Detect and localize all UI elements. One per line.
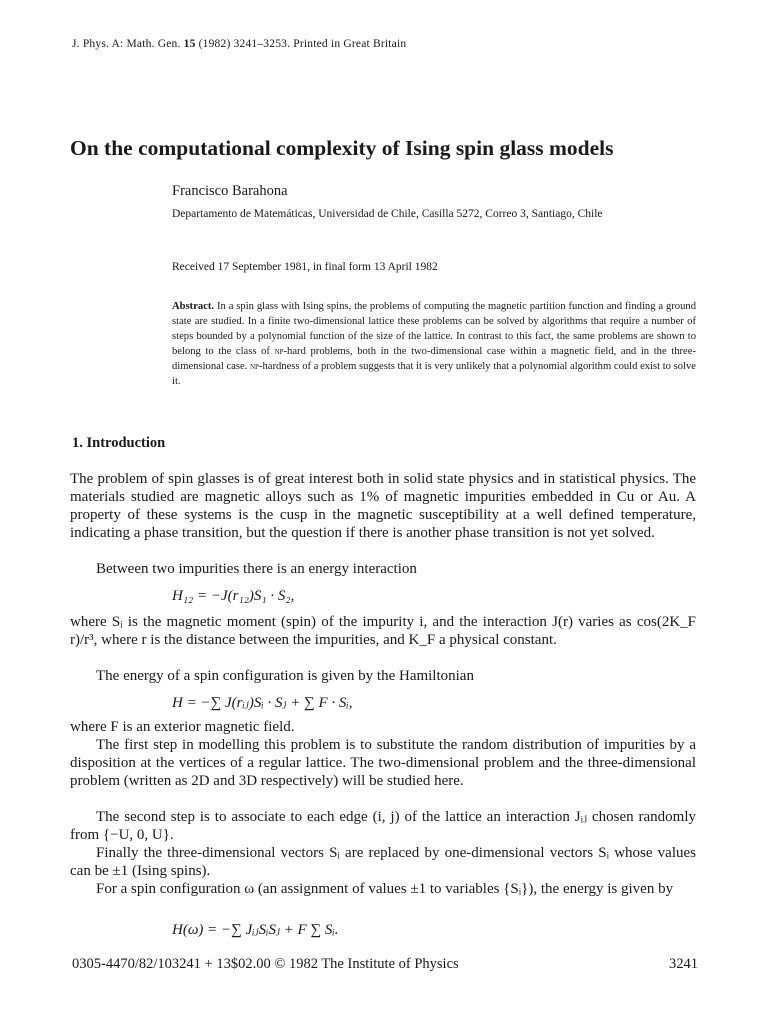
paragraph: The energy of a spin configuration is given by the Hamiltonian: [96, 668, 474, 684]
equation: H = −∑ J(rᵢⱼ)Sᵢ · Sⱼ + ∑ F · Sᵢ,: [172, 695, 353, 711]
abstract: [172, 300, 696, 389]
abstract-text: -hard problems, both in the two-dimensional case within a magnetic field, and in the three-dimensional case.: [172, 345, 696, 372]
abstract-np: np: [249, 360, 259, 372]
author-affiliation: Departamento de Matemáticas, Universidad de Chile, Casilla 5272, Correo 3, Santiago, Chile: [172, 208, 603, 220]
paragraph: The second step is to associate to each edge (i, j) of the lattice an interaction Jᵢⱼ chosen randomly from {−U, 0, U}.: [70, 809, 696, 843]
paragraph: The problem of spin glasses is of great interest both in solid state physics and in statistical physics. The materials studied are magnetic alloys such as 1% of magnetic impurities embedded in Cu or Au. A property of these systems is the cusp in the magnetic susceptibility at a well defined temperature, indicating a phase transition, but the question if there is another phase transition is not yet solved.: [70, 471, 696, 541]
author-name: Francisco Barahona: [172, 183, 288, 199]
paper-title: On the computational complexity of Ising spin glass models: [70, 136, 614, 160]
abstract-text: -hardness of a problem suggests that it is very unlikely that a polynomial algorithm could exist to solve it.: [172, 360, 696, 387]
paragraph: Between two impurities there is an energy interaction: [96, 561, 417, 577]
paragraph: For a spin configuration ω (an assignment of values ±1 to variables {Sᵢ}), the energy is given by: [96, 881, 674, 897]
copyright-line: 0305-4470/82/103241 + 13$02.00 © 1982 The Institute of Physics: [72, 956, 459, 972]
journal-header: [72, 38, 406, 50]
abstract-np: np: [274, 345, 284, 357]
received-date: Received 17 September 1981, in final form 13 April 1982: [172, 261, 438, 273]
equation: H₁₂ = −J(r₁₂)S₁ · S₂,: [172, 588, 295, 604]
abstract-label: Abstract.: [172, 301, 215, 312]
paragraph: The first step in modelling this problem is to substitute the random distribution of impurities by a disposition at the vertices of a regular lattice. The two-dimensional problem and the three-dimensional problem (written as 2D and 3D respectively) will be studied here.: [70, 737, 696, 789]
section-heading: 1. Introduction: [72, 435, 166, 451]
equation: H(ω) = −∑ JᵢⱼSᵢSⱼ + F ∑ Sᵢ.: [172, 922, 339, 938]
paragraph: where F is an exterior magnetic field.: [70, 719, 295, 735]
abstract-text: In a spin glass with Ising spins, the problems of computing the magnetic partition function and finding a ground state are studied. In a finite two-dimensional lattice these problems can be solved by algorithms that require a number of steps bounded by a polynomial function of the size of the lattice. In contrast to this fact, the same problems are shown to belong to the class of: [172, 301, 696, 357]
journal-volume: 15: [183, 38, 196, 50]
journal-details: (1982) 3241–3253. Printed in Great Britain: [198, 38, 407, 50]
paragraph: Finally the three-dimensional vectors Sᵢ are replaced by one-dimensional vectors Sᵢ whose values can be ±1 (Ising spins).: [70, 845, 696, 879]
page-number: 3241: [669, 956, 698, 972]
paragraph: where Sᵢ is the magnetic moment (spin) of the impurity i, and the interaction J(r) varies as cos(2K_F r)/r³, where r is the distance between the impurities, and K_F a physical constant.: [70, 614, 696, 648]
journal-name: J. Phys. A: Math. Gen.: [72, 38, 181, 50]
